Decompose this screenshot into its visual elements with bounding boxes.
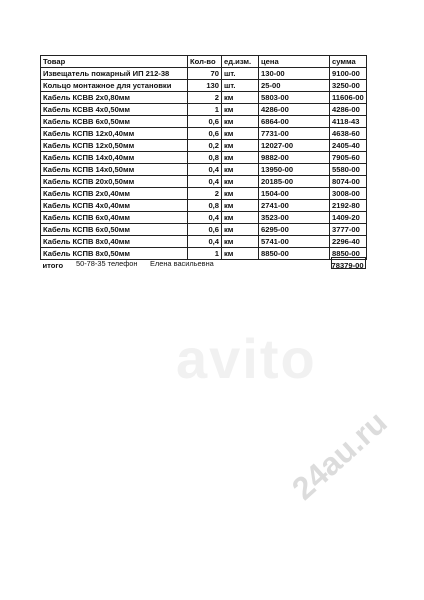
price-cell: 6295-00 xyxy=(259,224,330,236)
table-row xyxy=(41,104,367,116)
unit-cell: шт. xyxy=(222,80,259,92)
item-cell: Кабель КСВВ 2х0,80мм xyxy=(41,92,188,104)
table-row xyxy=(41,80,367,92)
table-row xyxy=(41,164,367,176)
unit-cell: км xyxy=(222,164,259,176)
qty-cell: 0,6 xyxy=(188,224,222,236)
sum-cell: 8850-00 xyxy=(330,248,367,260)
sum-cell: 4286-00 xyxy=(330,104,367,116)
item-cell: Кабель КСПВ 14х0,40мм xyxy=(41,152,188,164)
table-row xyxy=(41,200,367,212)
table-row xyxy=(41,116,367,128)
sum-cell: 8074-00 xyxy=(330,176,367,188)
watermark-logo: 24au.ru xyxy=(285,403,394,507)
sum-cell: 2296-40 xyxy=(330,236,367,248)
table-row xyxy=(41,212,367,224)
table-row xyxy=(41,176,367,188)
price-cell: 2741-00 xyxy=(259,200,330,212)
contact-person: Елена васильевна xyxy=(150,259,214,268)
item-cell: Кабель КСПВ 20х0,50мм xyxy=(41,176,188,188)
total-label: итого xyxy=(42,261,64,270)
item-cell: Кабель КСПВ 8х0,40мм xyxy=(41,236,188,248)
price-cell: 8850-00 xyxy=(259,248,330,260)
unit-cell: км xyxy=(222,104,259,116)
unit-cell: км xyxy=(222,92,259,104)
header-price: цена xyxy=(259,56,330,68)
unit-cell: км xyxy=(222,248,259,260)
qty-cell: 2 xyxy=(188,188,222,200)
unit-cell: км xyxy=(222,140,259,152)
price-cell: 5741-00 xyxy=(259,236,330,248)
price-cell: 4286-00 xyxy=(259,104,330,116)
sum-cell: 4638-60 xyxy=(330,128,367,140)
sum-cell: 3777-00 xyxy=(330,224,367,236)
item-cell: Кабель КСВВ 4х0,50мм xyxy=(41,104,188,116)
price-cell: 6864-00 xyxy=(259,116,330,128)
price-cell: 5803-00 xyxy=(259,92,330,104)
qty-cell: 1 xyxy=(188,248,222,260)
qty-cell: 0,2 xyxy=(188,140,222,152)
header-qty: Кол-во xyxy=(188,56,222,68)
qty-cell: 0,8 xyxy=(188,152,222,164)
qty-cell: 0,6 xyxy=(188,128,222,140)
qty-cell: 2 xyxy=(188,92,222,104)
qty-cell: 0,4 xyxy=(188,236,222,248)
table-row xyxy=(41,188,367,200)
footer-contact xyxy=(40,257,386,271)
item-cell: Кабель КСВВ 6х0,50мм xyxy=(41,116,188,128)
sum-cell: 2405-40 xyxy=(330,140,367,152)
qty-cell: 70 xyxy=(188,68,222,80)
table-row xyxy=(41,152,367,164)
item-cell: Кабель КСПВ 12х0,50мм xyxy=(41,140,188,152)
price-cell: 9882-00 xyxy=(259,152,330,164)
table-row xyxy=(41,68,367,80)
sum-cell: 7905-60 xyxy=(330,152,367,164)
item-cell: Кабель КСПВ 8х0,50мм xyxy=(41,248,188,260)
price-cell: 12027-00 xyxy=(259,140,330,152)
header-sum: сумма xyxy=(330,56,367,68)
table-header-row xyxy=(41,56,367,68)
table-row xyxy=(41,236,367,248)
item-cell: Извещатель пожарный ИП 212-38 xyxy=(41,68,188,80)
unit-cell: км xyxy=(222,200,259,212)
sum-cell: 4118-43 xyxy=(330,116,367,128)
qty-cell: 0,4 xyxy=(188,164,222,176)
item-cell: Кабель КСПВ 12х0,40мм xyxy=(41,128,188,140)
price-cell: 25-00 xyxy=(259,80,330,92)
unit-cell: км xyxy=(222,152,259,164)
price-cell: 3523-00 xyxy=(259,212,330,224)
unit-cell: км xyxy=(222,128,259,140)
sum-cell: 1409-20 xyxy=(330,212,367,224)
qty-cell: 0,8 xyxy=(188,200,222,212)
unit-cell: км xyxy=(222,212,259,224)
watermark-site: avito xyxy=(176,327,317,390)
invoice-table xyxy=(40,55,367,271)
unit-cell: км xyxy=(222,176,259,188)
phone-text: 50-78-35 телефон xyxy=(76,259,138,268)
unit-cell: км xyxy=(222,116,259,128)
table-row xyxy=(41,224,367,236)
qty-cell: 0,4 xyxy=(188,212,222,224)
sum-cell: 2192-80 xyxy=(330,200,367,212)
unit-cell: км xyxy=(222,236,259,248)
item-cell: Кабель КСПВ 2х0,40мм xyxy=(41,188,188,200)
table-row xyxy=(41,92,367,104)
price-cell: 130-00 xyxy=(259,68,330,80)
table-row xyxy=(41,140,367,152)
header-item: Товар xyxy=(41,56,188,68)
sum-cell: 5580-00 xyxy=(330,164,367,176)
item-cell: Кольцо монтажное для установки xyxy=(41,80,188,92)
item-cell: Кабель КСПВ 14х0,50мм xyxy=(41,164,188,176)
qty-cell: 1 xyxy=(188,104,222,116)
total-value: 78379-00 xyxy=(331,261,364,270)
sum-cell: 3008-00 xyxy=(330,188,367,200)
qty-cell: 0,4 xyxy=(188,176,222,188)
sum-cell: 11606-00 xyxy=(330,92,367,104)
price-cell: 1504-00 xyxy=(259,188,330,200)
price-cell: 13950-00 xyxy=(259,164,330,176)
item-cell: Кабель КСПВ 6х0,50мм xyxy=(41,224,188,236)
sum-cell: 9100-00 xyxy=(330,68,367,80)
price-cell: 7731-00 xyxy=(259,128,330,140)
unit-cell: км xyxy=(222,188,259,200)
sum-cell: 3250-00 xyxy=(330,80,367,92)
item-cell: Кабель КСПВ 4х0,40мм xyxy=(41,200,188,212)
header-unit: ед.изм. xyxy=(222,56,259,68)
item-cell: Кабель КСПВ 6х0,40мм xyxy=(41,212,188,224)
table-row xyxy=(41,128,367,140)
unit-cell: км xyxy=(222,224,259,236)
empty-box xyxy=(331,257,366,269)
price-cell: 20185-00 xyxy=(259,176,330,188)
qty-cell: 0,6 xyxy=(188,116,222,128)
unit-cell: шт. xyxy=(222,68,259,80)
qty-cell: 130 xyxy=(188,80,222,92)
